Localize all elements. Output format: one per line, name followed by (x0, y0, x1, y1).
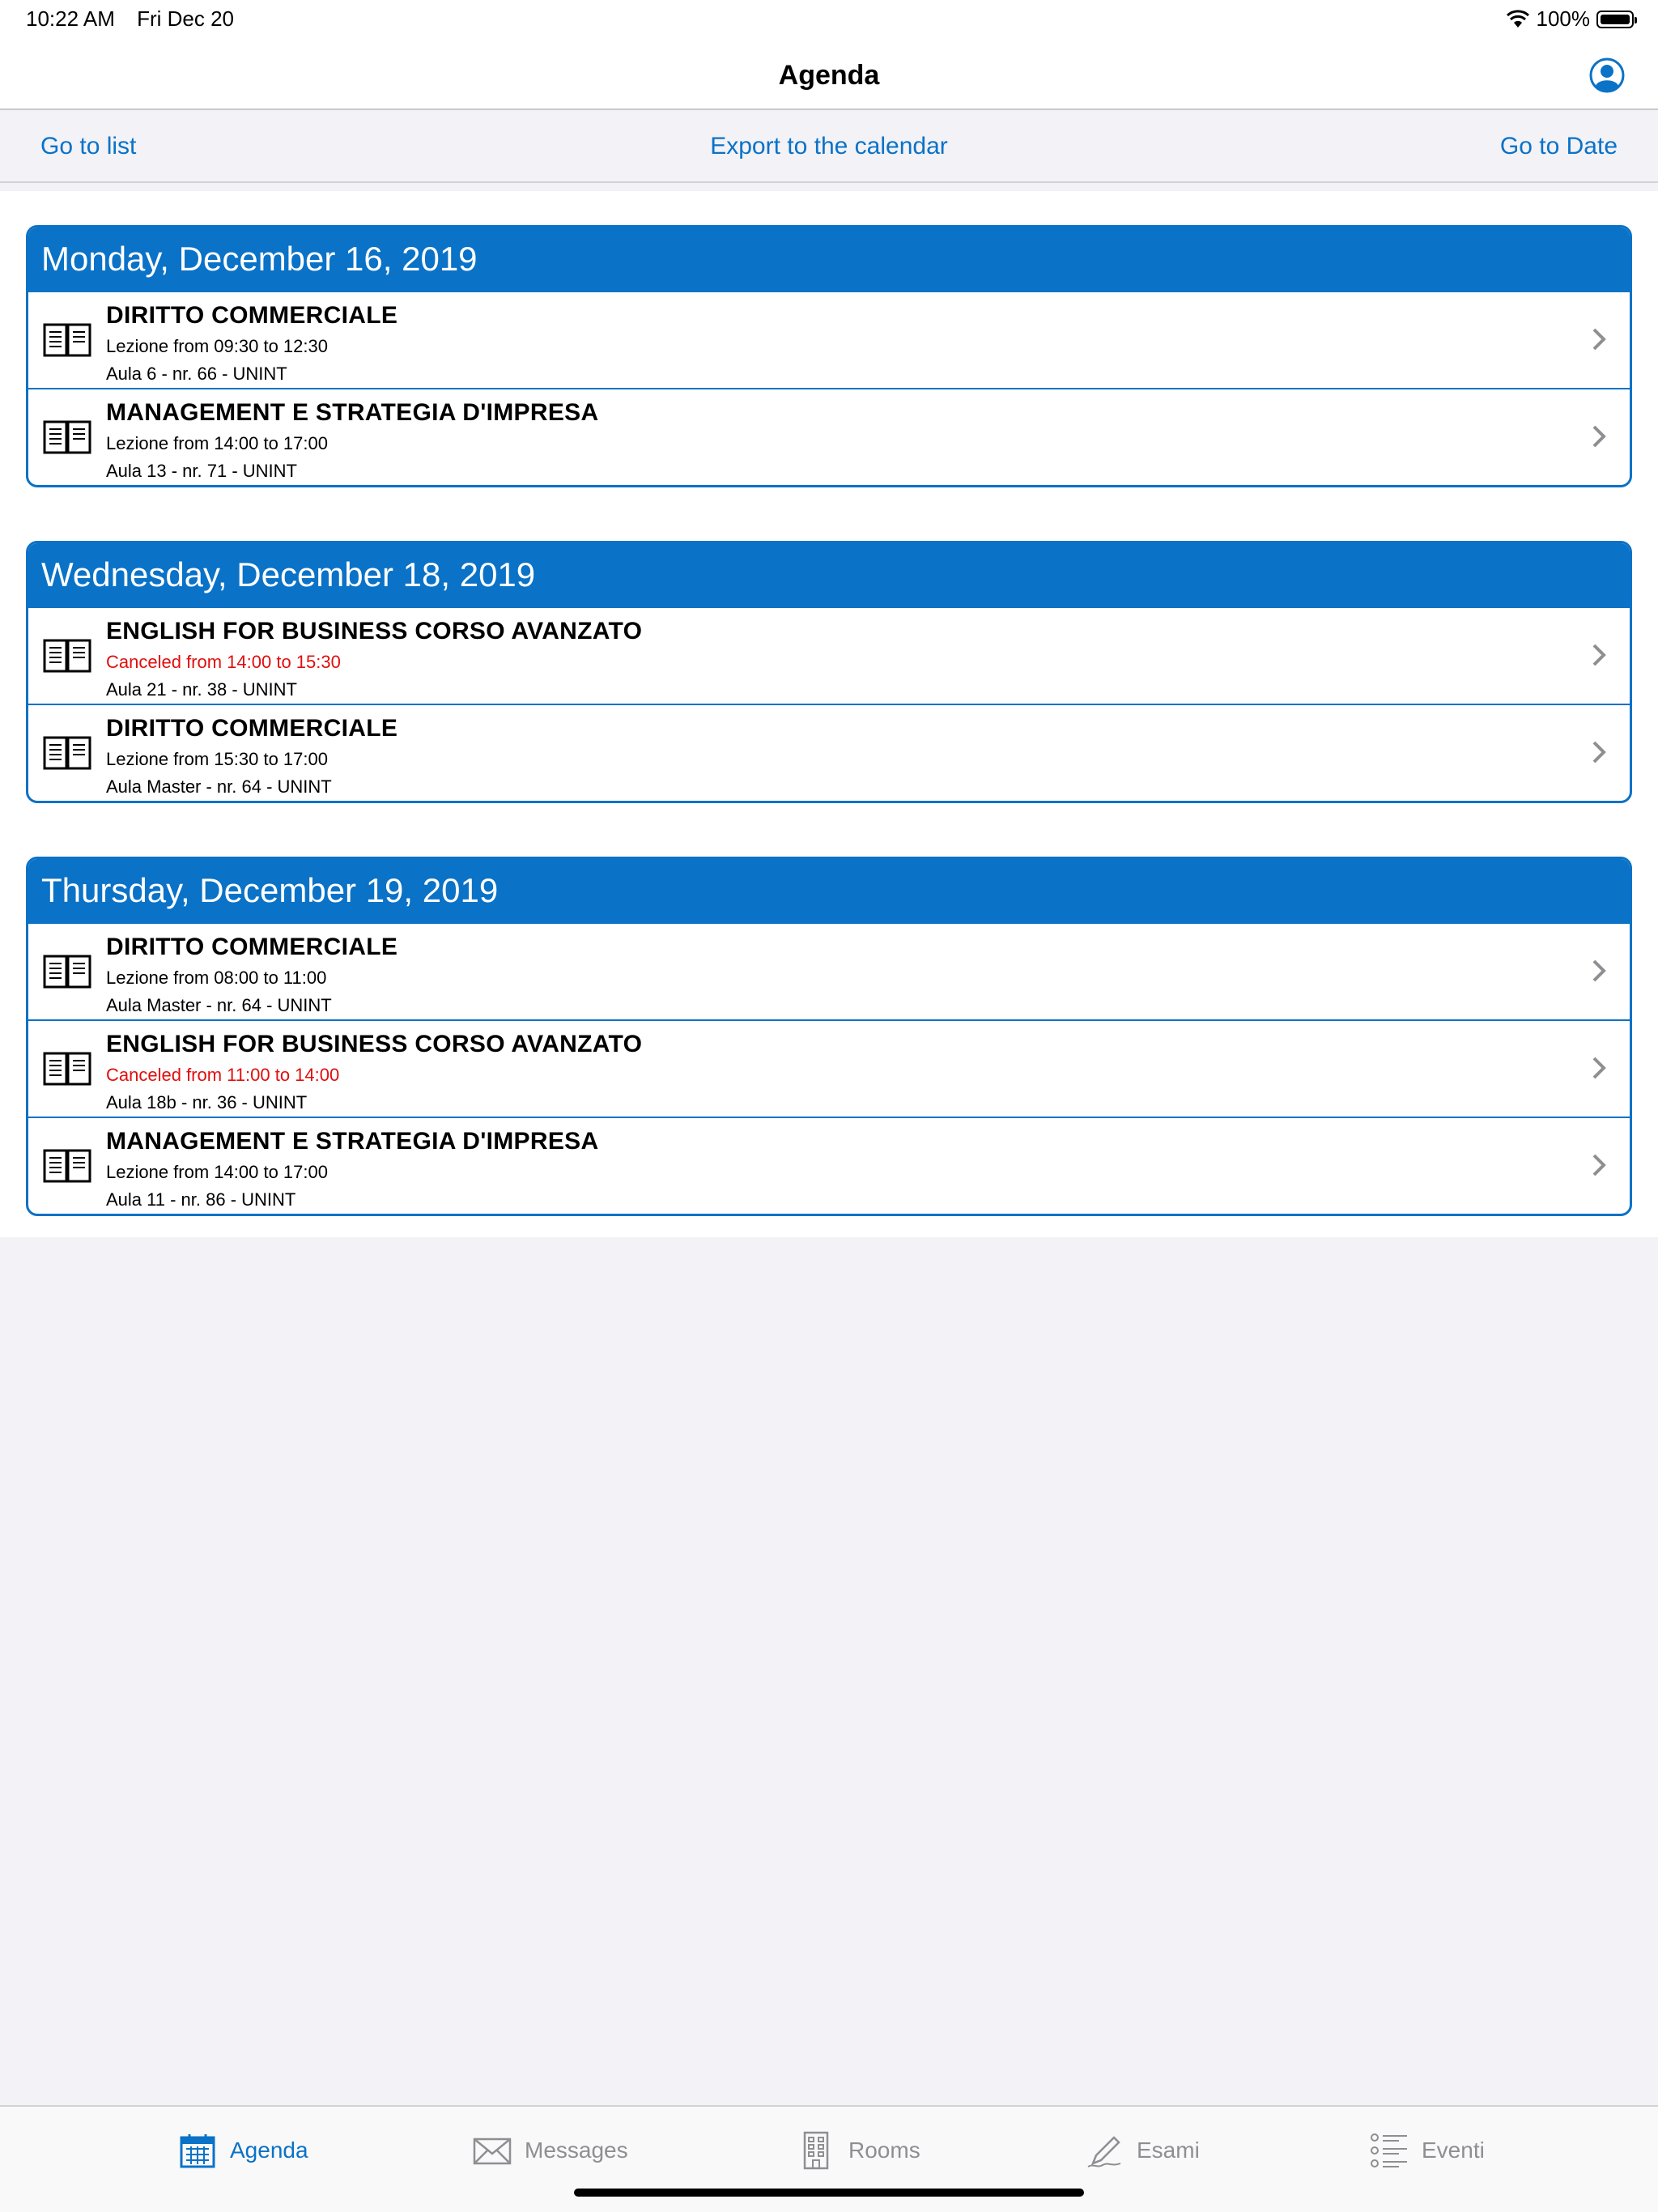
event-row[interactable] (28, 704, 1630, 801)
event-time: Lezione from 08:00 to 11:00 (106, 968, 327, 988)
event-time: Lezione from 09:30 to 12:30 (106, 336, 328, 356)
wifi-icon (1506, 10, 1530, 29)
event-room: Aula Master - nr. 64 - UNINT (106, 995, 332, 1015)
day-card (26, 541, 1632, 803)
building-icon (797, 2131, 835, 2170)
event-room: Aula 21 - nr. 38 - UNINT (106, 679, 297, 700)
day-card (26, 225, 1632, 487)
book-icon (43, 637, 91, 674)
event-title: ENGLISH FOR BUSINESS CORSO AVANZATO (106, 1031, 643, 1057)
agenda-content (0, 191, 1658, 1237)
event-room: Aula 6 - nr. 66 - UNINT (106, 364, 287, 384)
event-title: DIRITTO COMMERCIALE (106, 302, 398, 329)
event-title: MANAGEMENT E STRATEGIA D'IMPRESA (106, 1128, 599, 1155)
go-to-date-link[interactable]: Go to Date (1499, 133, 1618, 160)
calendar-icon (178, 2131, 217, 2170)
event-time: Canceled from 11:00 to 14:00 (106, 1065, 340, 1085)
navigation-bar (0, 39, 1658, 110)
status-bar (0, 0, 1658, 39)
chevron-right-icon (1591, 1055, 1607, 1081)
event-row[interactable] (28, 606, 1630, 704)
tab-label: Agenda (230, 2138, 308, 2163)
day-card (26, 857, 1632, 1216)
book-icon (43, 1147, 91, 1185)
event-title: DIRITTO COMMERCIALE (106, 934, 398, 960)
status-time: 10:22 AM (26, 6, 115, 31)
event-row[interactable] (28, 388, 1630, 485)
profile-icon[interactable] (1588, 57, 1626, 94)
book-icon (43, 734, 91, 772)
tab-esami[interactable] (1085, 2128, 1200, 2173)
export-calendar-link[interactable]: Export to the calendar (710, 133, 948, 160)
event-room: Aula 18b - nr. 36 - UNINT (106, 1092, 308, 1112)
battery-percent: 100% (1536, 6, 1590, 31)
tab-rooms[interactable] (797, 2128, 920, 2173)
status-date: Fri Dec 20 (137, 6, 235, 31)
day-header: Wednesday, December 18, 2019 (28, 543, 1630, 606)
toolbar (0, 110, 1658, 183)
event-row[interactable] (28, 291, 1630, 388)
event-row[interactable] (28, 1117, 1630, 1214)
envelope-icon (473, 2131, 512, 2170)
tab-messages[interactable] (473, 2128, 628, 2173)
event-room: Aula 11 - nr. 86 - UNINT (106, 1189, 296, 1210)
status-right (1506, 6, 1635, 32)
page-title: Agenda (778, 60, 880, 91)
tab-agenda[interactable] (178, 2128, 308, 2173)
book-icon (43, 953, 91, 990)
tab-label: Rooms (848, 2138, 920, 2163)
event-time: Lezione from 15:30 to 17:00 (106, 749, 328, 769)
event-time: Lezione from 14:00 to 17:00 (106, 1162, 328, 1182)
chevron-right-icon (1591, 739, 1607, 765)
book-icon (43, 321, 91, 359)
event-title: MANAGEMENT E STRATEGIA D'IMPRESA (106, 399, 599, 426)
book-icon (43, 1050, 91, 1087)
event-room: Aula Master - nr. 64 - UNINT (106, 776, 332, 797)
tab-label: Messages (525, 2138, 628, 2163)
chevron-right-icon (1591, 326, 1607, 352)
go-to-list-link[interactable]: Go to list (40, 133, 137, 160)
day-header: Monday, December 16, 2019 (28, 228, 1630, 291)
status-left (26, 6, 250, 32)
tab-label: Esami (1137, 2138, 1200, 2163)
pen-icon (1085, 2131, 1124, 2170)
chevron-right-icon (1591, 958, 1607, 984)
event-title: ENGLISH FOR BUSINESS CORSO AVANZATO (106, 618, 643, 644)
list-icon (1370, 2131, 1409, 2170)
event-title: DIRITTO COMMERCIALE (106, 715, 398, 742)
chevron-right-icon (1591, 423, 1607, 449)
tab-label: Eventi (1422, 2138, 1485, 2163)
chevron-right-icon (1591, 1152, 1607, 1178)
book-icon (43, 419, 91, 456)
tab-eventi[interactable] (1370, 2128, 1485, 2173)
chevron-right-icon (1591, 642, 1607, 668)
event-time: Canceled from 14:00 to 15:30 (106, 652, 341, 672)
home-indicator[interactable] (574, 2189, 1084, 2197)
event-row[interactable] (28, 1019, 1630, 1117)
event-room: Aula 13 - nr. 71 - UNINT (106, 461, 297, 481)
event-row[interactable] (28, 922, 1630, 1019)
day-header: Thursday, December 19, 2019 (28, 859, 1630, 922)
battery-icon (1596, 11, 1634, 28)
event-time: Lezione from 14:00 to 17:00 (106, 433, 328, 453)
